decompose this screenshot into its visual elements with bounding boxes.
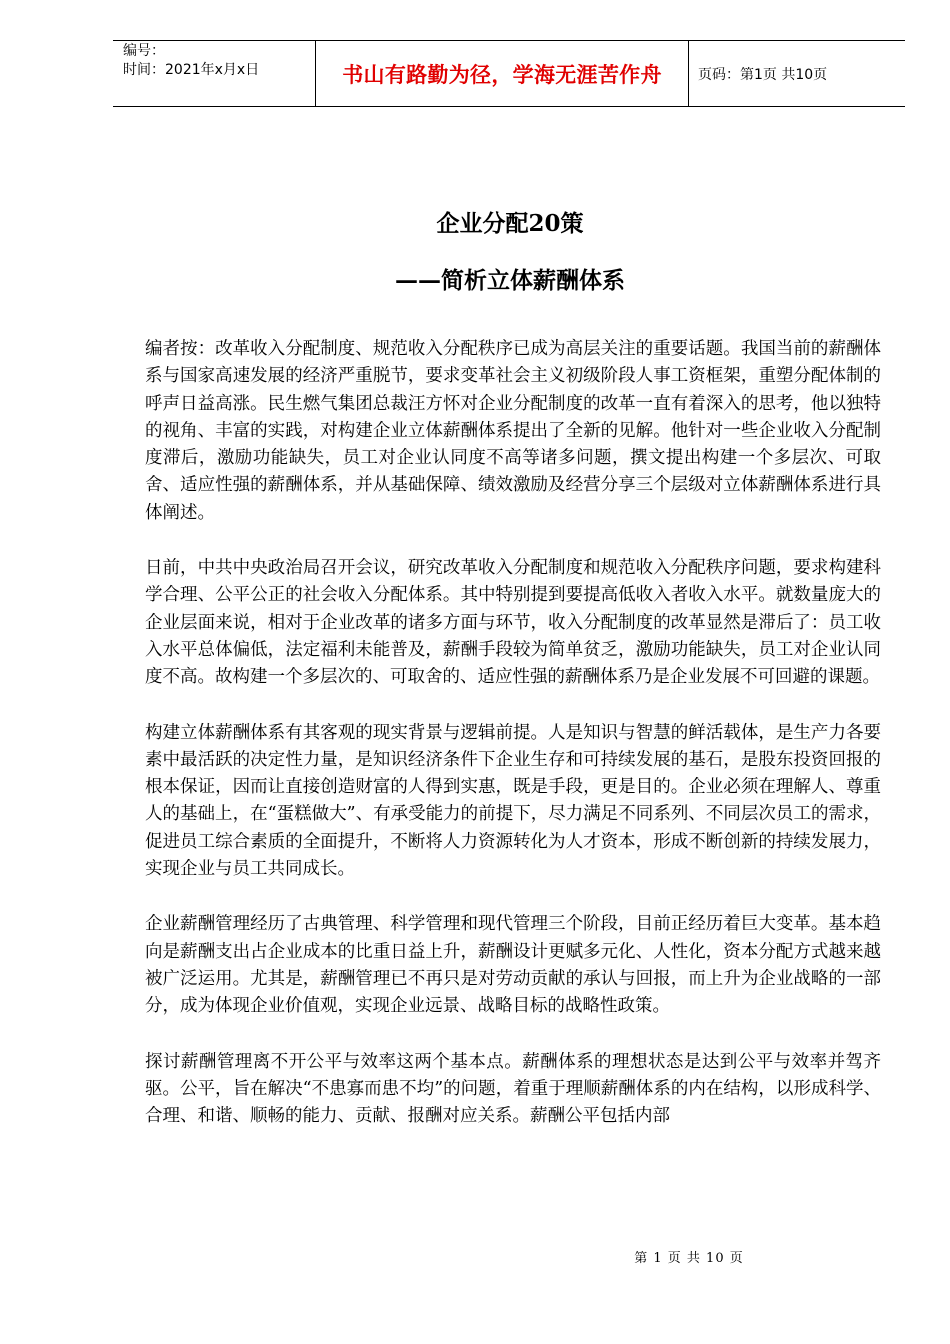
time-label: 时间：2021年x月x日 [123,62,260,78]
header-meta [113,41,315,106]
document-header [113,40,905,107]
document-subtitle: ——简析立体薪酬体系 [395,267,625,294]
paragraph: 探讨薪酬管理离不开公平与效率这两个基本点。薪酬体系的理想状态是达到公平与效率并驾齐驱。公平，旨在解决“不患寡而患不均”的问题，着重于理顺薪酬体系的内在结构，以形成科学、合理、和谐、顺畅的能力、贡献、报酬对应关系。薪酬公平包括内部 [145,1051,881,1127]
paragraph: 构建立体薪酬体系有其客观的现实背景与逻辑前提。人是知识与智慧的鲜活载体，是生产力各要素中最活跃的决定性力量，是知识经济条件下企业生存和可持续发展的基石，是股东投资回报的根本保证，因而让直接创造财富的人得到实惠，既是手段，更是目的。企业必须在理解人、尊重人的基础上，在“蛋糕做大”、有承受能力的前提下，尽力满足不同系列、不同层次员工的需求，促进员工综合素质的全面提升，不断将人力资源转化为人才资本，形成不断创新的持续发展力，实现企业与员工共同成长。 [145,722,881,880]
header-motto: 书山有路勤为径，学海无涯苦作舟 [342,62,662,87]
header-page-number: 页码：第1页 共10页 [698,66,828,83]
document-title: 企业分配20策 [436,210,584,237]
paragraph-editor-note: 编者按：改革收入分配制度、规范收入分配秩序已成为高层关注的重要话题。我国当前的薪酬体系与国家高速发展的经济严重脱节，要求变革社会主义初级阶段人事工资框架，重塑分配体制的呼声日益高涨。民生燃气集团总裁汪方怀对企业分配制度的改革一直有着深入的思考，他以独特的视角、丰富的实践，对构建企业立体薪酬体系提出了全新的见解。他针对一些企业收入分配制度滞后，激励功能缺失，员工对企业认同度不高等诸多问题，撰文提出构建一个多层次、可取舍、适应性强的薪酬体系，并从基础保障、绩效激励及经营分享三个层级对立体薪酬体系进行具体阐述。 [145,339,881,523]
header-motto-cell [315,41,689,106]
document-body [145,336,881,1158]
page-footer: 第 1 页 共 10 页 [634,1251,744,1266]
serial-number-label: 编号： [123,43,165,59]
paragraph: 企业薪酬管理经历了古典管理、科学管理和现代管理三个阶段，目前正经历着巨大变革。基本趋向是薪酬支出占企业成本的比重日益上升，薪酬设计更赋多元化、人性化，资本分配方式越来越被广泛运用。尤其是，薪酬管理已不再只是对劳动贡献的承认与回报，而上升为企业战略的一部分，成为体现企业价值观，实现企业远景、战略目标的战略性政策。 [145,914,881,1017]
paragraph: 日前，中共中央政治局召开会议，研究改革收入分配制度和规范收入分配秩序问题，要求构建科学合理、公平公正的社会收入分配体系。其中特别提到要提高低收入者收入水平。就数量庞大的企业层面来说，相对于企业改革的诸多方面与环节，收入分配制度的改革显然是滞后了：员工收入水平总体偏低，法定福利未能普及，薪酬手段较为简单贫乏，激励功能缺失，员工对企业认同度不高。故构建一个多层次的、可取舍的、适应性强的薪酬体系乃是企业发展不可回避的课题。 [145,558,881,688]
header-page-cell [689,41,905,106]
